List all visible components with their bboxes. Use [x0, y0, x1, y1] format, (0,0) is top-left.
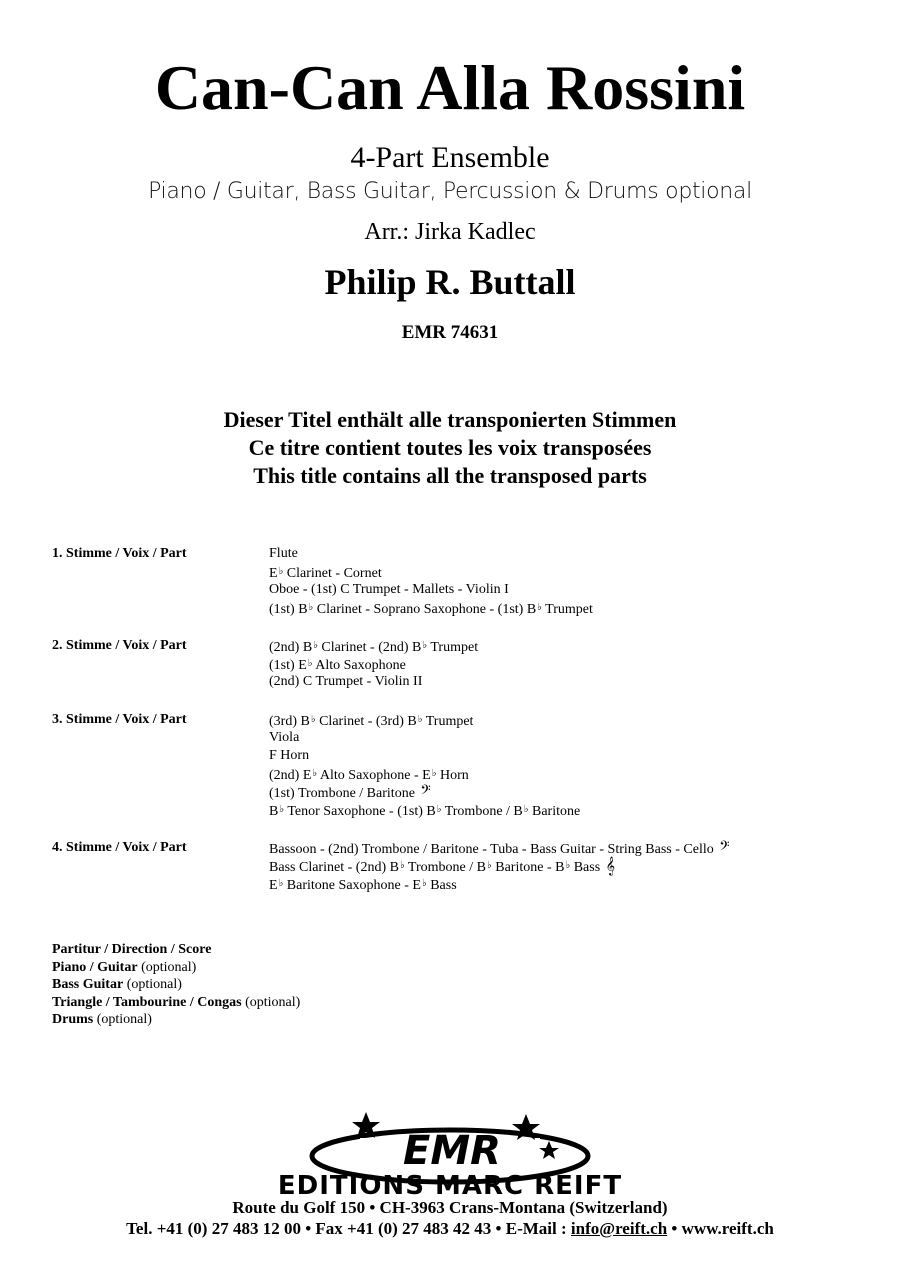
part-instruments [269, 637, 478, 691]
additional-part-name: Bass Guitar [52, 977, 124, 992]
instrumentation: Piano / Guitar, Bass Guitar, Percussion & Drums optional [148, 179, 752, 204]
notice-german: Dieser Titel enthält alle transponierten Stimmen [223, 407, 677, 432]
flat-icon: ♭ [417, 714, 423, 725]
instrument-line: Viola [269, 730, 300, 745]
part-label: 1. Stimme / Voix / Part [52, 546, 187, 561]
part-label: 4. Stimme / Voix / Part [52, 840, 187, 855]
parts-list [52, 545, 852, 913]
part-group [52, 637, 852, 691]
instrument-line: Flute [269, 546, 298, 561]
flat-icon: ♭ [436, 804, 442, 815]
treble-clef-icon: 𝄞 [605, 856, 616, 875]
instrument-line: (2nd) C Trumpet - Violin II [269, 674, 423, 689]
additional-part-name: Triangle / Tambourine / Congas [52, 994, 242, 1010]
instrument-line: (2nd) B♭ Clarinet - (2nd) B♭ Trumpet [269, 640, 479, 655]
additional-part-name: Partitur / Direction / Score [52, 942, 212, 957]
contact-phone-fax: Tel. +41 (0) 27 483 12 00 • Fax +41 (0) 27 483 42 43 • E-Mail : [126, 1219, 571, 1238]
email-link[interactable]: info@reift.ch [570, 1219, 668, 1238]
additional-part-note: (optional) [126, 977, 182, 992]
instrument-line: B♭ Tenor Saxophone - (1st) B♭ Trombone / B♭ Baritone [269, 804, 581, 819]
flat-icon: ♭ [308, 602, 314, 613]
instrument-line: (2nd) E♭ Alto Saxophone - E♭ Horn [269, 768, 469, 783]
contact-website[interactable]: • www.reift.ch [667, 1219, 774, 1238]
flat-icon: ♭ [431, 768, 437, 779]
star-icon [539, 1141, 559, 1159]
flat-icon: ♭ [537, 602, 542, 613]
flat-icon: ♭ [307, 658, 313, 669]
publisher-address: Route du Golf 150 • CH-3963 Crans-Montana (Switzerland) [232, 1198, 668, 1217]
bass-clef-icon: 𝄢 [719, 838, 730, 857]
additional-part-note: (optional) [245, 994, 301, 1010]
part-instruments [269, 545, 593, 617]
arranger: Arr.: Jirka Kadlec [364, 219, 536, 245]
transposed-parts-notice [0, 406, 900, 490]
additional-part [52, 941, 300, 959]
flat-icon: ♭ [399, 860, 405, 871]
additional-part-note: (optional) [141, 959, 197, 975]
additional-part-note: (optional) [96, 1012, 152, 1027]
notice-french: Ce titre contient toutes les voix transposées [248, 435, 652, 460]
flat-icon: ♭ [565, 860, 571, 871]
additional-part [52, 959, 300, 977]
publisher-name: EDITIONS MARC REIFT [277, 1171, 623, 1201]
part-group [52, 839, 852, 893]
additional-part [52, 976, 300, 994]
flat-icon: ♭ [310, 714, 316, 725]
flat-icon: ♭ [421, 878, 427, 889]
instrument-line: (3rd) B♭ Clarinet - (3rd) B♭ Trumpet [269, 714, 474, 729]
additional-part [52, 994, 300, 1012]
instrument-line: (1st) B♭ Clarinet - Soprano Saxophone - (1st) B♭ Trumpet [269, 602, 593, 617]
additional-parts-list [52, 941, 300, 1029]
catalog-number: EMR 74631 [401, 322, 499, 343]
instrument-line: (1st) E♭ Alto Saxophone [269, 658, 406, 673]
flat-icon: ♭ [422, 640, 428, 651]
flat-icon: ♭ [278, 566, 284, 577]
flat-icon: ♭ [313, 640, 318, 651]
part-group [52, 711, 852, 819]
instrument-line: F Horn [269, 748, 310, 763]
flat-icon: ♭ [279, 804, 285, 815]
publisher-contact [0, 1218, 900, 1240]
additional-part [52, 1011, 300, 1029]
instrument-line: E♭ Baritone Saxophone - E♭ Bass [269, 878, 457, 893]
flat-icon: ♭ [278, 878, 284, 889]
part-instruments [269, 839, 730, 893]
part-instruments [269, 711, 580, 819]
instrument-line: (1st) Trombone / Baritone 𝄢 [269, 782, 431, 801]
flat-icon: ♭ [523, 804, 529, 815]
flat-icon: ♭ [312, 768, 318, 779]
instrument-line: Bass Clarinet - (2nd) B♭ Trombone / B♭ Baritone - B♭ Bass 𝄞 [269, 856, 616, 875]
instrument-line: E♭ Clarinet - Cornet [269, 566, 382, 581]
composer: Philip R. Buttall [324, 262, 576, 302]
part-label: 3. Stimme / Voix / Part [52, 712, 187, 727]
piece-title: Can-Can Alla Rossini [154, 52, 746, 123]
logo-letters: EMR [403, 1128, 501, 1174]
part-label: 2. Stimme / Voix / Part [52, 638, 187, 653]
bass-clef-icon: 𝄢 [420, 782, 431, 801]
part-group [52, 545, 852, 617]
additional-part-name: Piano / Guitar [52, 959, 138, 975]
instrument-line: Bassoon - (2nd) Trombone / Baritone - Tuba - Bass Guitar - String Bass - Cello 𝄢 [269, 838, 730, 857]
ensemble-type: 4-Part Ensemble [350, 141, 550, 174]
instrument-line: Oboe - (1st) C Trumpet - Mallets - Violin I [269, 582, 509, 597]
additional-part-name: Drums [52, 1012, 94, 1027]
flat-icon: ♭ [487, 860, 492, 871]
notice-english: This title contains all the transposed parts [253, 463, 647, 488]
